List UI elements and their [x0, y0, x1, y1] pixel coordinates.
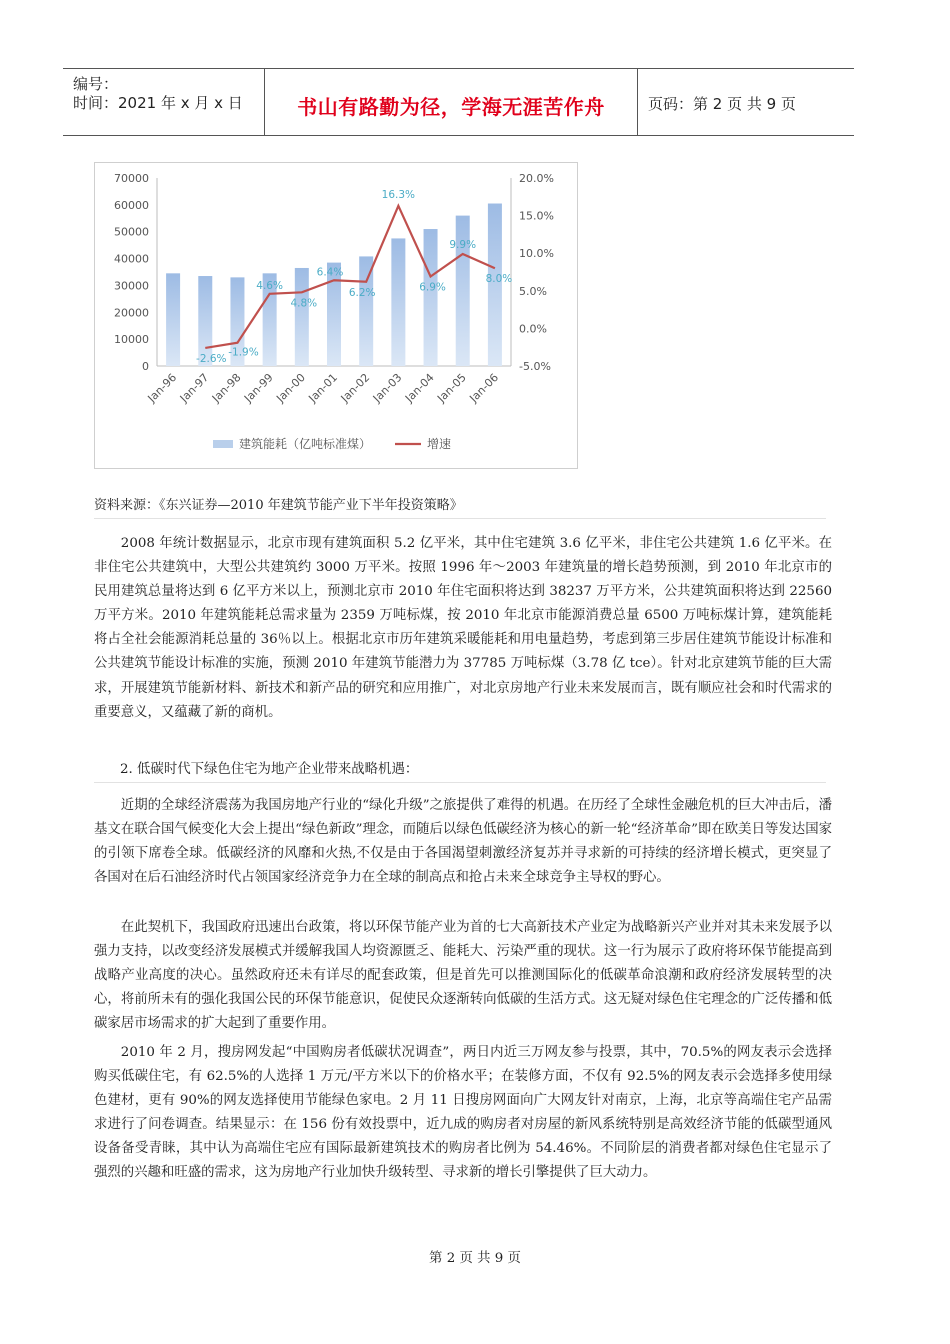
x-tick-label: Jan-00: [274, 370, 308, 405]
x-tick-label: Jan-03: [370, 370, 405, 405]
bar-Jan-00: [295, 268, 309, 366]
growth-data-label: 16.3%: [381, 188, 416, 201]
right-tick-label: 5.0%: [519, 284, 547, 298]
paragraph-survey: 2010 年 2 月，搜房网发起“中国购房者低碳状况调查”，两日内近三万网友参与投票，其中，70.5%的网友表示会选择购买低碳住宅，有 62.5%的人选择 1 万元/平方米以下的价格水平；在装修方面，不仅有 92.5%的网友表示会选择多使用绿色建材，更有 90%的网友选择使用节能绿色家电。2 月 11 日搜房网面向广大网友针对南京，上海，北京等高端住宅产品需求进行了问卷调查。结果显示：在 156 份有效投票中，近九成的购房者对房屋的新风系统特别是高效经济节能的低碳型通风设备备受青睐，其中认为高端住宅应有国际最新建筑技术的购房者比例为 54.46%。不同阶层的消费者都对绿色住宅显示了强烈的兴趣和旺盛的需求，这为房地产行业加快升级转型、寻求新的增长引擎提供了巨大动力。: [94, 1045, 832, 1181]
page-footer: 第 2 页 共 9 页: [429, 1251, 521, 1266]
left-tick-label: 50000: [114, 225, 149, 239]
paragraph-government-policy: 在此契机下，我国政府迅速出台政策，将以环保节能产业为首的七大高新技术产业定为战略新兴产业并对其未来发展予以强力支持，以改变经济发展模式并缓解我国人均资源匮乏、能耗大、污染严重的现状。这一行为展示了政府将环保节能提高到战略产业高度的决心。虽然政府还未有详尽的配套政策，但是首先可以推测国际化的低碳革命浪潮和政府经济发展转型的决心，将前所未有的强化我国公民的环保节能意识，促使民众逐渐转向低碳的生活方式。这无疑对绿色住宅理念的广泛传播和低碳家居市场需求的扩大起到了重要作用。: [94, 920, 832, 1032]
right-tick-label: 0.0%: [519, 322, 547, 336]
legend-bar-label: 建筑能耗（亿吨标准煤）: [239, 437, 372, 451]
left-tick-label: 30000: [114, 279, 149, 293]
left-tick-label: 0: [142, 360, 149, 373]
divider-line: [94, 782, 826, 783]
header-motto: 书山有路勤为径，学海无涯苦作舟: [297, 95, 605, 119]
bar-Jan-03: [391, 238, 405, 366]
right-tick-label: 20.0%: [519, 172, 554, 185]
page-header: [63, 68, 854, 136]
growth-data-label: -1.9%: [228, 346, 259, 359]
left-tick-label: 60000: [114, 198, 149, 212]
header-left-cell: [63, 69, 264, 135]
bar-Jan-04: [424, 229, 438, 366]
x-tick-label: Jan-96: [145, 370, 180, 405]
x-tick-label: Jan-04: [402, 370, 437, 405]
growth-data-label: 8.0%: [485, 273, 513, 286]
header-motto-cell: [264, 69, 638, 135]
x-tick-label: Jan-98: [209, 370, 244, 405]
energy-consumption-chart: [94, 162, 578, 469]
paragraph-beijing-energy: 2008 年统计数据显示，北京市现有建筑面积 5.2 亿平米，其中住宅建筑 3.6 亿平米，非住宅公共建筑 1.6 亿平米。在非住宅公共建筑中，大型公共建筑约 3000 万平米。按照 1996 年～2003 年建筑量的增长趋势预测，到 2010 年北京市的民用建筑总量将达到 6 亿平方米以上，预测北京市 2010 年住宅面积将达到 38237 万平方米，公共建筑面积将达到 22560 万平方米。2010 年建筑能耗总需求量为 2359 万吨标煤，按 2010 年北京市能源消费总量 6500 万吨标煤计算，建筑能耗将占全社会能源消耗总量的 36％以上。根据北京市历年建筑采暖能耗和用电量趋势，考虑到第三步居住建筑节能设计标准和公共建筑节能设计标准的实施，预测 2010 年建筑节能潜力为 37785 万吨标煤（3.78 亿 tce）。针对北京建筑节能的巨大需求，开展建筑节能新材料、新技术和新产品的研究和应用推广，对北京房地产行业未来发展而言，既有顺应社会和时代需求的重要意义，又蕴藏了新的商机。: [94, 536, 832, 720]
x-tick-label: Jan-02: [338, 370, 373, 405]
left-tick-label: 10000: [114, 333, 149, 347]
paragraph-global-economy: 近期的全球经济震荡为我国房地产行业的“绿化升级”之旅提供了难得的机遇。在历经了全球性金融危机的巨大冲击后，潘基文在联合国气候变化大会上提出“绿色新政”理念，而随后以绿色低碳经济为核心的新一轮“经济革命”即在欧美日等发达国家的引领下席卷全球。低碳经济的风靡和火热,不仅是由于各国渴望刺激经济复苏并寻求新的可持续的经济增长模式，更突显了各国对在后石油经济时代占领国家经济竞争力在全球的制高点和抢占未来全球竞争主导权的野心。: [94, 798, 832, 886]
chart-canvas: [95, 163, 577, 468]
x-tick-label: Jan-01: [306, 370, 341, 405]
growth-data-label: 6.9%: [419, 281, 446, 294]
header-page-number: 页码：第 2 页 共 9 页: [648, 95, 796, 113]
growth-data-label: 6.4%: [316, 266, 344, 279]
right-tick-label: 10.0%: [519, 247, 554, 261]
left-tick-label: 40000: [114, 252, 149, 266]
legend-bar-swatch: [213, 440, 233, 448]
right-tick-label: 15.0%: [519, 209, 554, 223]
growth-data-label: 9.9%: [449, 238, 477, 251]
document-time-label: 时间：2021 年 x 月 x 日: [73, 94, 243, 112]
x-tick-label: Jan-99: [241, 370, 276, 405]
growth-rate-line: [205, 206, 495, 348]
growth-data-label: 6.2%: [348, 286, 376, 299]
document-number-label: 编号：: [73, 75, 119, 93]
legend-line-label: 增速: [427, 437, 452, 451]
left-tick-label: 70000: [114, 172, 149, 185]
x-tick-label: Jan-06: [467, 370, 502, 405]
growth-data-label: 4.8%: [290, 297, 318, 310]
divider-line: [94, 518, 826, 519]
right-tick-label: -5.0%: [519, 360, 551, 373]
bar-Jan-96: [166, 273, 180, 366]
header-page-cell: [638, 69, 854, 135]
growth-data-label: -2.6%: [196, 352, 227, 365]
left-tick-label: 20000: [114, 306, 149, 320]
chart-source-caption: 资料来源：《东兴证券—2010 年建筑节能产业下半年投资策略》: [94, 498, 463, 513]
growth-data-label: 4.6%: [256, 279, 283, 292]
x-tick-label: Jan-05: [434, 370, 469, 405]
x-tick-label: Jan-97: [177, 370, 212, 405]
section-heading: 2. 低碳时代下绿色住宅为地产企业带来战略机遇：: [120, 762, 419, 777]
